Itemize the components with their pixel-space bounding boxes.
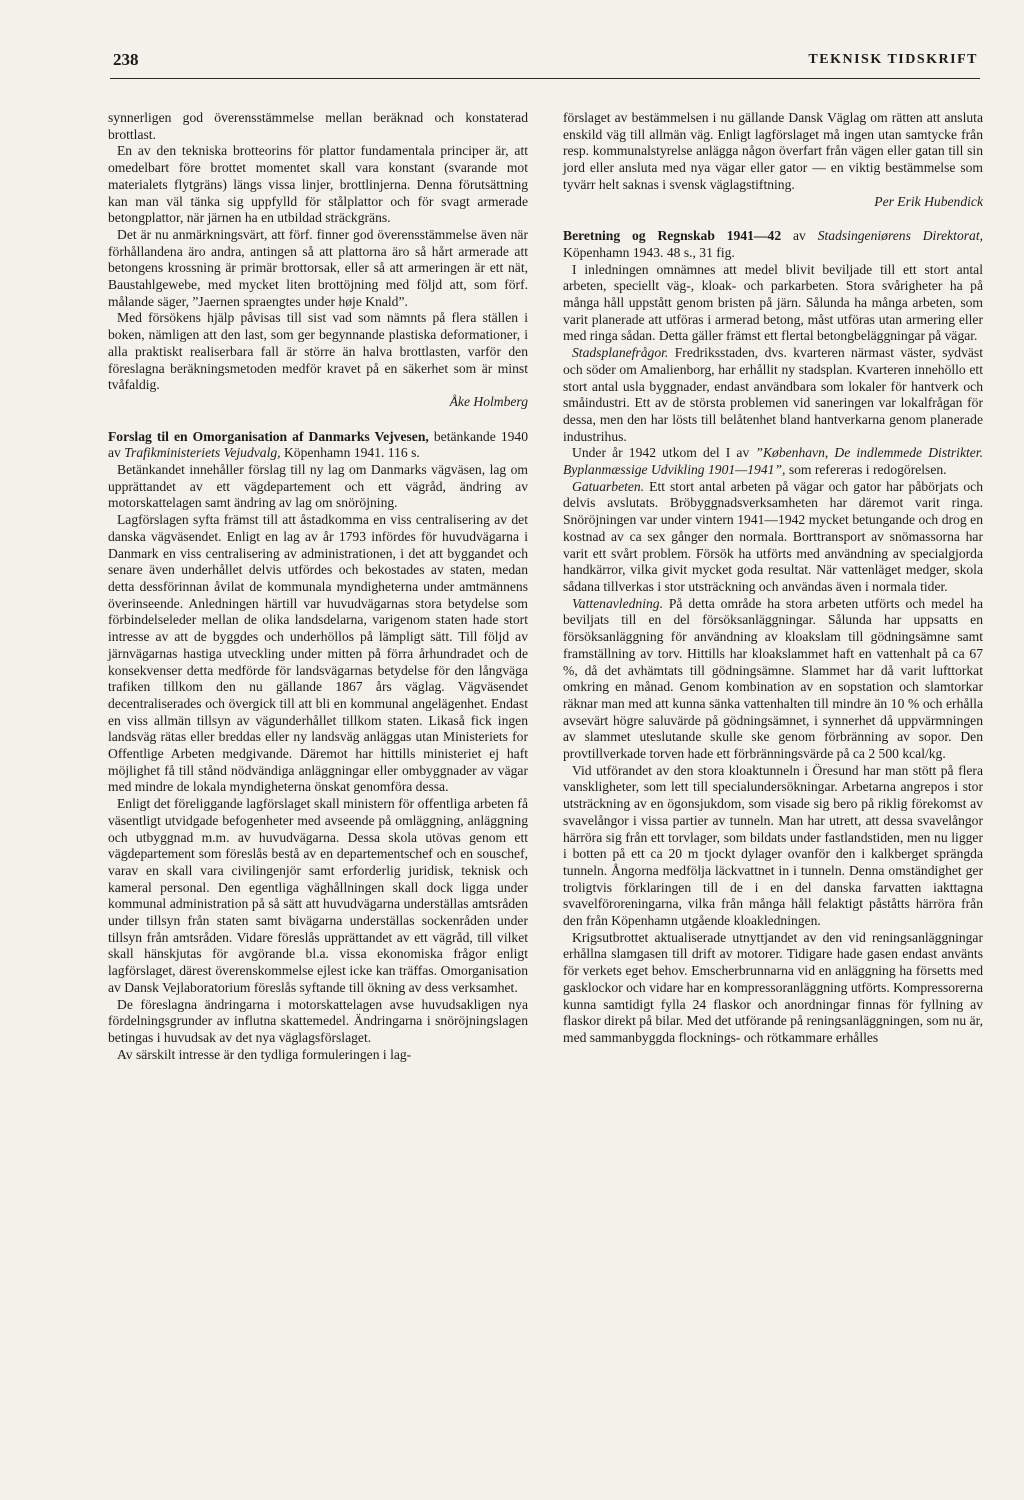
paragraph: Av särskilt intresse är den tydliga formuleringen i lag- [117, 1046, 412, 1062]
review-meta-pre: betänkande 1940 av [108, 428, 529, 461]
cited-title: ”København, De indlemmede Distrikter. Byplanmæssige Udvikling 1901—1941”, [563, 445, 983, 478]
review-meta-pre: av [793, 228, 806, 244]
section-lead: Vattenavledning. [572, 595, 663, 611]
paragraph-text: Under år 1942 utkom del I av [572, 445, 750, 461]
section-gap [108, 411, 528, 429]
review-heading [108, 429, 528, 462]
review-title: Beretning og Regnskab 1941—42 [563, 228, 782, 244]
paragraph: De föreslagna ändringarna i motorskattelagen avse huvudsakligen nya fördelningsgrunder av influtna skattemedel. Ändringarna i snöröjningslagen betingas i huvudsak av det nya väglagsförslaget. [108, 996, 528, 1045]
paragraph [563, 345, 983, 445]
review-heading [563, 228, 983, 261]
review-meta-post: Köpenhamn 1941. 116 s. [283, 445, 420, 461]
paragraph: Enligt det föreliggande lagförslaget skall ministern för offentliga arbeten få väsentligt utvidgade befogenheter med avseende på omläggning, anläggning och utbyggnad m.m. av huvudvägarna. Dessa skola utövas genom ett vägdepartement som föreslås bestå av en departementschef och en souschef, varav en skall vara civilingenjör samt erforderlig juridisk, teknisk och kameral personal. Den egentliga väghållningen skall dock ligga under kommunal administration på så sätt att huvudvägarna underställas amtsråden under tillsyn från staten samt bivägarna underställas sockenråden under tillsyn från amtsråden. Vidare föreslås upprättandet av ett vägråd, till vilket skall hänskjutas för avgörande bl.a. vissa ekonomiska frågor enligt lagförslaget, därest överenskommelse ejlest icke kan träffas. Omorganisation av Dansk Vejlaboratorium föreslås syftande till ökning av dess verksamhet. [108, 796, 528, 995]
paragraph-text: Ett stort antal arbeten på vägar och gator har påbörjats och delvis avslutats. Bröbyggnadsverksamheten har däremot varit ringa. Snöröjningen var under vintern 1941—1942 mycket betungande och drog en kostnad av ca sex gånger den normala. Borttransport av snömassorna har varit ett svårt problem. Försök ha utförts med användning av specialgjorda handkärror, vilka givit mycket goda resultat. När vattenläget medger, skola sådana tillverkas i stor utsträckning och användas även i normala tider. [563, 478, 983, 594]
paragraph-text: På detta område ha stora arbeten utförts och medel ha beviljats till en del försöksanläggningar. Sålunda har uppsatts en försöksanläggning för användning av kloakslam till gödningsämne samt framställning av torv. Hittills har kloakslammet haft en vattenhalt på ca 67 %, då det avhämtats till gödningsämne. Slammet har då varit lufttorkat omkring en månad. Genom kombination av en sopstation och slamtorkar räknar man med att kunna sänka vattenhalten till mindre än 10 % och erhålla avsevärt högre saluvärde på gödningsämnet, i synnerhet då uppvärmningen av slammet uteslutande skulle ske genom förbränning av sopor. Den provtillverkade torven hade ett förbränningsvärde på ca 2 500 kcal/kg. [563, 595, 983, 762]
paragraph [563, 479, 983, 596]
signature-name: Per Erik Hubendick [874, 193, 983, 209]
review-meta-post: Köpenhamn 1943. 48 s., 31 fig. [563, 244, 735, 260]
paragraph-text: Fredriksstaden, dvs. kvarteren närmast väster, sydväst och söder om Amalienborg, har erhållit ny stadsplan. Kvarteren innehöllo ett stort antal usla byggnader, endast användbara som lokaler för hantverk och småindustri. Ett av de största problemen vid saneringen var lokalfrågan för dessa, men den har lösts till belåtenhet bland hantverkarna genom planerade industrihus. [563, 345, 983, 444]
review-publisher: Stadsingeniørens Direktorat, [817, 228, 984, 244]
review-signature [108, 394, 528, 411]
paragraph: Lagförslagen syfta främst till att åstadkomma en viss centralisering av det danska vägväsendet. Enligt en lag av år 1793 infördes för huvudvägarna i Danmark en viss centralisering av administrationen, i det att byggandet och senare även underhållet delvis utfördes och bekostades av staten, medan detta dessförinnan åvilat de kommunala myndigheterna under amtmännens överinseende. Anledningen härtill var huvudvägarnas stora betydelse som förbindelseleder mellan de olika landsdelarna, varigenom staten hade stort intresse av att de byggdes och underhöllos på lämpligt sätt. Till följd av järnvägarnas hastiga utveckling under mitten på förra århundradet och de konsekvenser detta medförde för landsvägarnas betydelse för den långväga trafiken tillkom den nu gällande 1867 års väglag. Vägväsendet decentraliserades och övergick till att bli en kommunal angelägenhet. Endast en viss allmän tillsyn av vägunderhållet tillkom staten. Likaså fick ingen landsväg rätas eller breddas eller ny landsväg anläggas utan Ministeriets for Offentlige Arbeten medgivande. Däremot har hittills ministeriet ej haft möjlighet få till stånd nödvändiga anläggningar eller ombyggnader av vägar med mindre de lokala myndigheterna önskat genomföra dessa. [108, 512, 528, 795]
review-signature [563, 194, 983, 211]
paragraph: synnerligen god överensstämmelse mellan beräknad och konstaterad brottlast. [108, 110, 528, 142]
journal-title: TEKNISK TIDSKRIFT [808, 52, 978, 67]
paragraph: Med försökens hjälp påvisas till sist vad som nämnts på flera ställen i boken, nämligen att den last, som ger begynnande plastiska deformationer, i alla praktiskt realiserbara fall är större än halva brottlasten, varför den föreslagna beräkningsmetoden medför kravet på en säkerhet som är minst tvåfaldig. [108, 310, 528, 393]
paragraph: Vid utförandet av den stora kloaktunneln i Öresund har man stött på flera vanskligheter, som lett till specialundersökningar. Arbetarna angrepos i stor utsträckning av en ögonsjukdom, som visade sig bero på riklig förekomst av svavelångor i vissa partier av tunneln. Man har utrett, att dessa svavelångor härröra sig från ett torvlager, som bildats under fastlandstiden, men nu ligger i botten på ett ca 20 m tjockt dylager ovanför den i kalkberget sprängda tunneln. Ångorna medfölja läckvattnet in i tunneln. Denna omständighet ger troligtvis förklaringen till de i en del danska farvatten iakttagna svavelföroreningarna, vilka från många håll felaktigt påståtts härröra från den från Köpenhamn utgående kloakledningen. [563, 762, 983, 929]
left-column [108, 110, 528, 1063]
paragraph [563, 445, 983, 478]
paragraph: Det är nu anmärkningsvärt, att förf. finner god överensstämmelse även när förhållandena äro andra, antingen så att plattorna äro så hårt armerade att betongens krossning är primär brottorsak, eller så att armeringen är ett nät, Baustahlgewebe, med mycket liten brottöjning med följd att, som förf. målande säger, ”Jaernen spraengtes under høje Knald”. [108, 226, 528, 309]
section-gap [563, 210, 983, 228]
paragraph-text: som refereras i redogörelsen. [788, 462, 947, 478]
paragraph [563, 596, 983, 763]
paragraph: Krigsutbrottet aktualiserade utnyttjandet av den vid reningsanläggningar erhållna slamgasen till drift av motorer. Tidigare hade gasen endast använts för verkets eget behov. Emscherbrunnarna vid en anläggning ha försetts med gasklockor och vidare har en kompressoranläggning utförts. Kompressorerna kunna samtidigt fylla 24 flaskor och anordningar finnas för fyllning av flaskor direkt på bilar. Med det utförande på reningsanläggningen, som nu är, med sammanbyggda flocknings- och rötkammare erhålles [563, 929, 983, 1045]
right-column [563, 110, 983, 1047]
paragraph: Betänkandet innehåller förslag till ny lag om Danmarks vägväsen, lag om upprättandet av ett vägdepartement och ett vägråd, ändring av motorskattelagen samt ändring av lag om snöröjning. [108, 462, 528, 511]
paragraph: En av den tekniska brotteorins för plattor fundamentala principer är, att omedelbart före brottet momentet skall vara konstant (svarande mot materialets flytgräns) längs vissa linjer, brottlinjerna. Denna förutsättning kan man väl tänka sig uppfylld för stålplattor och för svagt armerade betongplattor, när järnen ha en utbildad sträckgräns. [108, 143, 528, 226]
section-lead: Gatuarbeten. [572, 478, 645, 494]
paragraph: förslaget av bestämmelsen i nu gällande Dansk Väglag om rätten att ansluta enskild väg till allmän väg. Enligt lagförslaget må ingen utan samtycke från resp. kommunalstyrelse anlägga någon överfart från vägen eller gatan till sin jord eller ansluta med nya vägar eller gator — en viktig bestämmelse som tyvärr helt saknas i svensk väglagstiftning. [563, 110, 983, 192]
section-lead: Stadsplanefrågor. [572, 345, 669, 361]
page-number: 238 [113, 50, 139, 69]
paragraph: I inledningen omnämnes att medel blivit beviljade till ett stort antal arbeten, speciellt väg-, kloak- och parkarbeten. Stora svårigheter ha på många håll uppstått genom bristen på järn. Sålunda ha många arbeten, som varit planerade att utföras i armerad betong, måst utföras utan armering eller med ringa sådan. Detta gäller främst ett flertal betongbeläggningar på vägar. [563, 261, 983, 344]
review-publisher: Trafikministeriets Vejudvalg, [124, 445, 281, 461]
signature-name: Åke Holmberg [449, 393, 528, 409]
review-title: Forslag til en Omorganisation af Danmarks Vejvesen, [108, 428, 429, 444]
header-rule [110, 78, 980, 79]
